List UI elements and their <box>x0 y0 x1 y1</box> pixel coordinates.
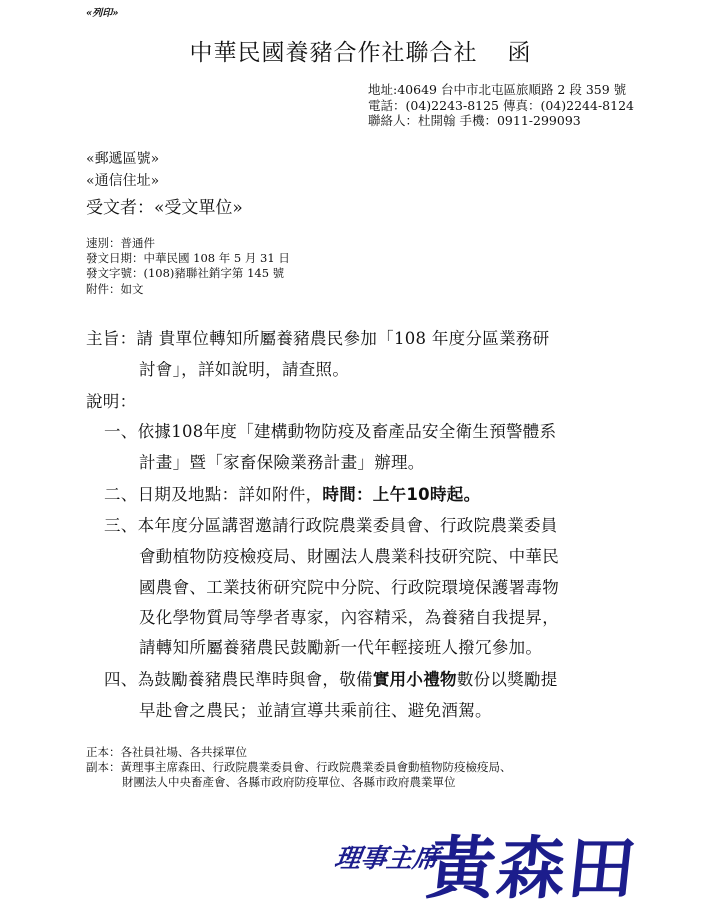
sender-contact: 聯絡人：杜開翰 手機：0911-299093 <box>368 113 581 128</box>
item-4-line-1 <box>104 666 558 690</box>
item-2-time-bold: 時間：上午10時起。 <box>322 485 481 504</box>
explanation-heading: 說明： <box>86 392 137 411</box>
distribution-copy-line-2: 財團法人中央畜產會、各縣市政府防疫單位、各縣市政府農業單位 <box>122 775 456 789</box>
organization-name: 中華民國養豬合作社聯合社 <box>189 40 478 66</box>
letterhead-title <box>0 34 721 67</box>
item-2 <box>104 481 480 505</box>
distribution-copy-line-1: 副本：黃理事主席森田、行政院農業委員會、行政院農業委員會動植物防疫檢疫局、 <box>86 760 512 774</box>
meta-attachment: 附件：如文 <box>86 282 144 296</box>
document-type: 函 <box>507 40 532 66</box>
print-tag: «列印» <box>86 8 119 19</box>
signature-title-stamp: 理事主席 <box>332 844 441 874</box>
meta-reference-number: 發文字號：(108)豬聯社銷字第 145 號 <box>86 266 285 280</box>
item-4-text-prefix: 四、為鼓勵養豬農民準時與會，敬備 <box>104 670 373 689</box>
item-4-text-suffix: 數份以獎勵提 <box>456 670 558 689</box>
merge-field-postal-code: «郵遞區號» <box>86 151 160 167</box>
meta-date: 發文日期：中華民國 108 年 5 月 31 日 <box>86 251 290 265</box>
item-3-line-5: 請轉知所屬養豬農民鼓勵新一代年輕接班人撥冗參加。 <box>139 638 543 657</box>
distribution-main: 正本：各社員社場、各共採單位 <box>86 745 247 759</box>
item-3-line-4: 及化學物質局等學者專家，內容精采，為養豬自我提昇， <box>139 608 559 627</box>
item-1-line-1: 一、依據108年度「建構動物防疫及畜產品安全衛生預警體系 <box>104 422 557 441</box>
subject-line-2: 討會」，詳如說明，請查照。 <box>139 360 350 379</box>
item-3-line-3: 國農會、工業技術研究院中分院、行政院環境保護署毒物 <box>139 578 559 597</box>
item-4-gift-bold: 實用小禮物 <box>372 670 457 689</box>
meta-speed: 速別：普通件 <box>86 236 155 250</box>
item-1-line-2: 計畫」暨「家畜保險業務計畫」辦理。 <box>139 453 425 472</box>
sender-address: 地址:40649 台中市北屯區旅順路 2 段 359 號 <box>368 82 627 97</box>
item-3-line-2: 會動植物防疫檢疫局、財團法人農業科技研究院、中華民 <box>139 547 559 566</box>
recipient-line: 受文者：«受文單位» <box>86 198 243 218</box>
merge-field-address: «通信住址» <box>86 173 160 189</box>
subject-line-1: 主旨：請 貴單位轉知所屬養豬農民參加「108 年度分區業務研 <box>86 329 550 348</box>
item-2-text: 二、日期及地點：詳如附件， <box>104 485 323 504</box>
sender-phone-fax: 電話：(04)2243-8125 傳真：(04)2244-8124 <box>368 98 634 113</box>
item-4-line-2: 早赴會之農民；並請宣導共乘前往、避免酒駕。 <box>139 701 492 720</box>
signature-name-stamp: 黃森田 <box>423 830 642 909</box>
item-3-line-1: 三、本年度分區講習邀請行政院農業委員會、行政院農業委員 <box>104 516 558 535</box>
